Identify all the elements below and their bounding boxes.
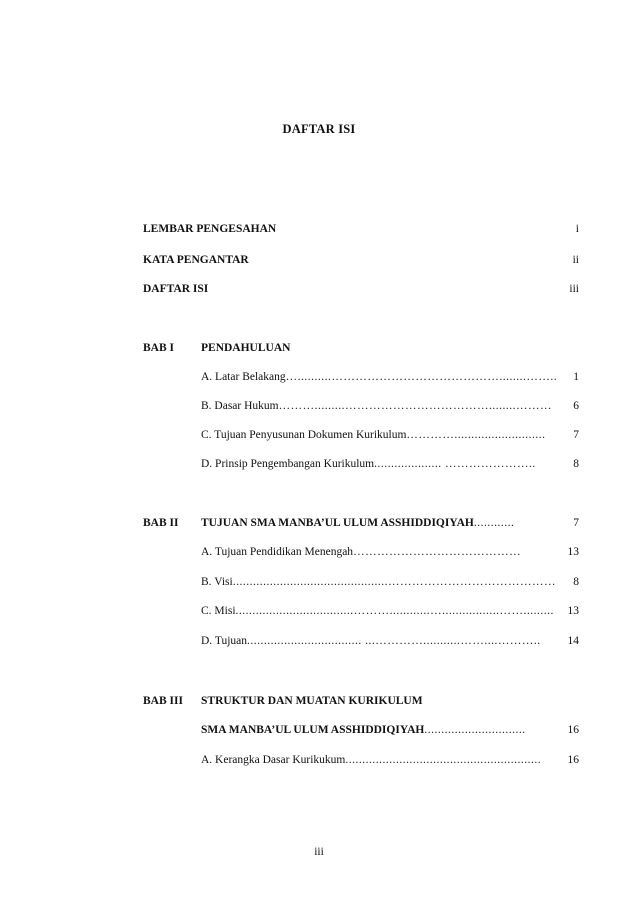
toc-entry-kata-pengantar[interactable] [143,253,579,268]
toc-item[interactable] [201,634,579,649]
toc-item[interactable] [201,428,579,443]
toc-item-text: A. Tujuan Pendidikan Menengah [201,546,354,558]
toc-item[interactable] [201,545,579,560]
chapter-subtitle: SMA MANBA’UL ULUM ASSHIDDIQIYAH [201,724,425,736]
toc-item-leader: ............ [473,517,515,529]
chapter-number: BAB III [143,695,183,707]
toc-item-text: A. Kerangka Dasar Kurikukum [201,754,346,766]
toc-item-text: D. Prinsip Pengembangan Kurikulum [201,458,375,470]
toc-entry-label: LEMBAR PENGESAHAN [143,223,277,235]
toc-item-leader: …………........................... [406,429,546,441]
toc-item-page: 7 [573,429,579,441]
chapter-title[interactable]: STRUKTUR DAN MUATAN KURIKULUM [201,695,423,707]
toc-item-page: 8 [573,576,579,588]
toc-item-leader: …………………………………… [353,546,522,558]
toc-item-page: 14 [567,635,579,647]
chapter-title: TUJUAN SMA MANBA’UL ULUM ASSHIDDIQIYAH [201,517,474,529]
toc-item-page: 16 [567,724,579,736]
toc-entry-lembar-pengesahan[interactable] [143,222,579,237]
toc-item-text: A. Latar Belakang [201,371,286,383]
toc-item-leader: ……….........………………………………........……… [278,400,552,412]
toc-item-text: B. Visi [201,576,233,588]
toc-entry-label: DAFTAR ISI [143,283,209,295]
page-title: DAFTAR ISI [282,122,356,136]
toc-item[interactable] [201,457,579,472]
toc-item-text: B. Dasar Hukum [201,400,279,412]
toc-item[interactable] [201,753,579,768]
chapter-title[interactable]: PENDAHULUAN [201,342,291,354]
toc-entry-page: ii [572,254,579,266]
toc-item[interactable] [201,399,579,414]
toc-item-leader: ..............................................…………………………………… [232,576,556,588]
toc-item-page: 13 [567,546,579,558]
toc-item-page: 7 [573,517,579,529]
toc-item-leader: .................... ………………….. [374,458,536,470]
toc-item[interactable] [201,604,579,619]
chapter-number: BAB I [143,342,174,354]
chapter-number: BAB II [143,517,179,529]
toc-item-page: 6 [573,400,579,412]
toc-item-leader: .................................. ...…………...........……....……….. [247,635,541,647]
toc-item-leader: .......................................................... [345,754,542,766]
toc-item[interactable] [201,575,579,590]
toc-item-page: 8 [573,458,579,470]
toc-entry-page: i [575,223,579,235]
toc-item-leader: …..........……………………………………........…….. [285,371,558,383]
page-number: iii [314,846,324,858]
toc-entry-daftar-isi[interactable] [143,282,579,297]
chapter-title-entry[interactable] [201,516,579,531]
toc-item-text: D. Tujuan [201,635,248,647]
toc-item-leader: ...................................………............….................……......... [235,605,554,617]
toc-entry-label: KATA PENGANTAR [143,254,249,266]
toc-item-leader: .............................. [424,724,526,736]
toc-item-page: 13 [567,605,579,617]
toc-item-text: C. Misi [201,605,236,617]
chapter-subtitle-entry[interactable] [201,723,579,738]
toc-item-text: C. Tujuan Penyusunan Dokumen Kurikulum [201,429,407,441]
toc-item[interactable] [201,370,579,385]
toc-entry-page: iii [569,283,579,295]
toc-item-page: 16 [567,754,579,766]
toc-item-page: 1 [573,371,579,383]
